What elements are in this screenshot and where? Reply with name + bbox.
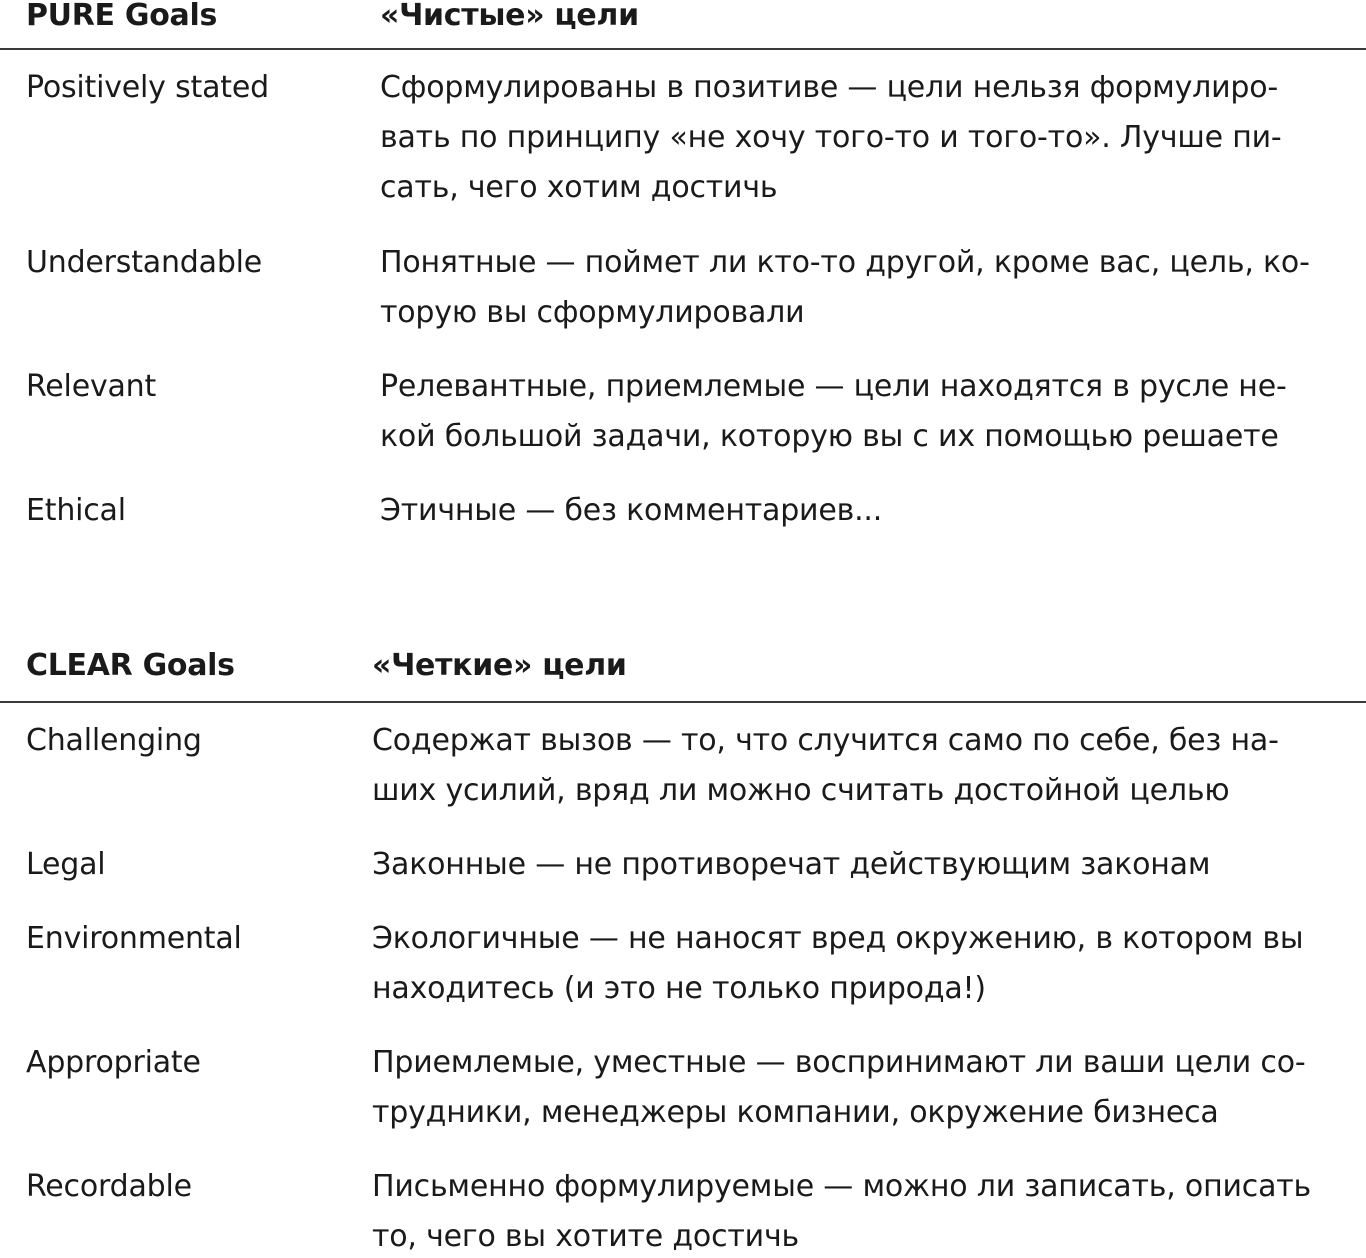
pure-desc-line: Релевантные, приемлемые — цели находятся в русле не- bbox=[380, 369, 1287, 404]
pure-desc-line: сать, чего хотим достичь bbox=[380, 170, 778, 205]
pure-desc-line: Понятные — поймет ли кто-то другой, кроме вас, цель, ко- bbox=[380, 245, 1310, 280]
pure-desc-line: Этичные — без комментариев... bbox=[380, 493, 883, 528]
clear-heading-left: CLEAR Goals bbox=[26, 648, 235, 683]
clear-goals-table bbox=[0, 650, 1366, 1258]
clear-desc-line: Письменно формулируемые — можно ли записать, описать bbox=[372, 1169, 1312, 1204]
pure-heading-left: PURE Goals bbox=[26, 0, 218, 33]
clear-term-environmental: Environmental bbox=[26, 921, 242, 956]
pure-desc-line: Сформулированы в позитиве — цели нельзя формулиро- bbox=[380, 70, 1279, 105]
clear-desc-line: Экологичные — не наносят вред окружению, в котором вы bbox=[372, 921, 1304, 956]
clear-term-challenging: Challenging bbox=[26, 723, 202, 758]
clear-term-appropriate: Appropriate bbox=[26, 1045, 201, 1080]
pure-term-relevant: Relevant bbox=[26, 369, 157, 404]
clear-desc-line: Содержат вызов — то, что случится само по себе, без на- bbox=[372, 723, 1279, 758]
pure-term-understandable: Understandable bbox=[26, 245, 263, 280]
clear-desc-line: ших усилий, вряд ли можно считать достойной целью bbox=[372, 773, 1230, 808]
clear-desc-line: находитесь (и это не только природа!) bbox=[372, 971, 986, 1006]
pure-term-positively-stated: Positively stated bbox=[26, 70, 269, 105]
clear-desc-line: Законные — не противоречат действующим законам bbox=[372, 847, 1211, 882]
clear-desc-line: Приемлемые, уместные — воспринимают ли ваши цели со- bbox=[372, 1045, 1306, 1080]
pure-desc-line: торую вы сформулировали bbox=[380, 295, 805, 330]
pure-desc-line: вать по принципу «не хочу того-то и того-то». Лучше пи- bbox=[380, 120, 1282, 155]
clear-term-recordable: Recordable bbox=[26, 1169, 192, 1204]
clear-term-legal: Legal bbox=[26, 847, 106, 882]
pure-desc-line: кой большой задачи, которую вы с их помощью решаете bbox=[380, 419, 1279, 454]
clear-heading-right: «Четкие» цели bbox=[372, 648, 627, 683]
clear-desc-line: трудники, менеджеры компании, окружение бизнеса bbox=[372, 1095, 1219, 1130]
clear-header-rule bbox=[0, 701, 1366, 703]
pure-term-ethical: Ethical bbox=[26, 493, 126, 528]
pure-goals-table bbox=[0, 0, 1366, 560]
pure-header-rule bbox=[0, 48, 1366, 50]
pure-heading-right: «Чистые» цели bbox=[380, 0, 639, 33]
clear-desc-line: то, чего вы хотите достичь bbox=[372, 1219, 799, 1254]
